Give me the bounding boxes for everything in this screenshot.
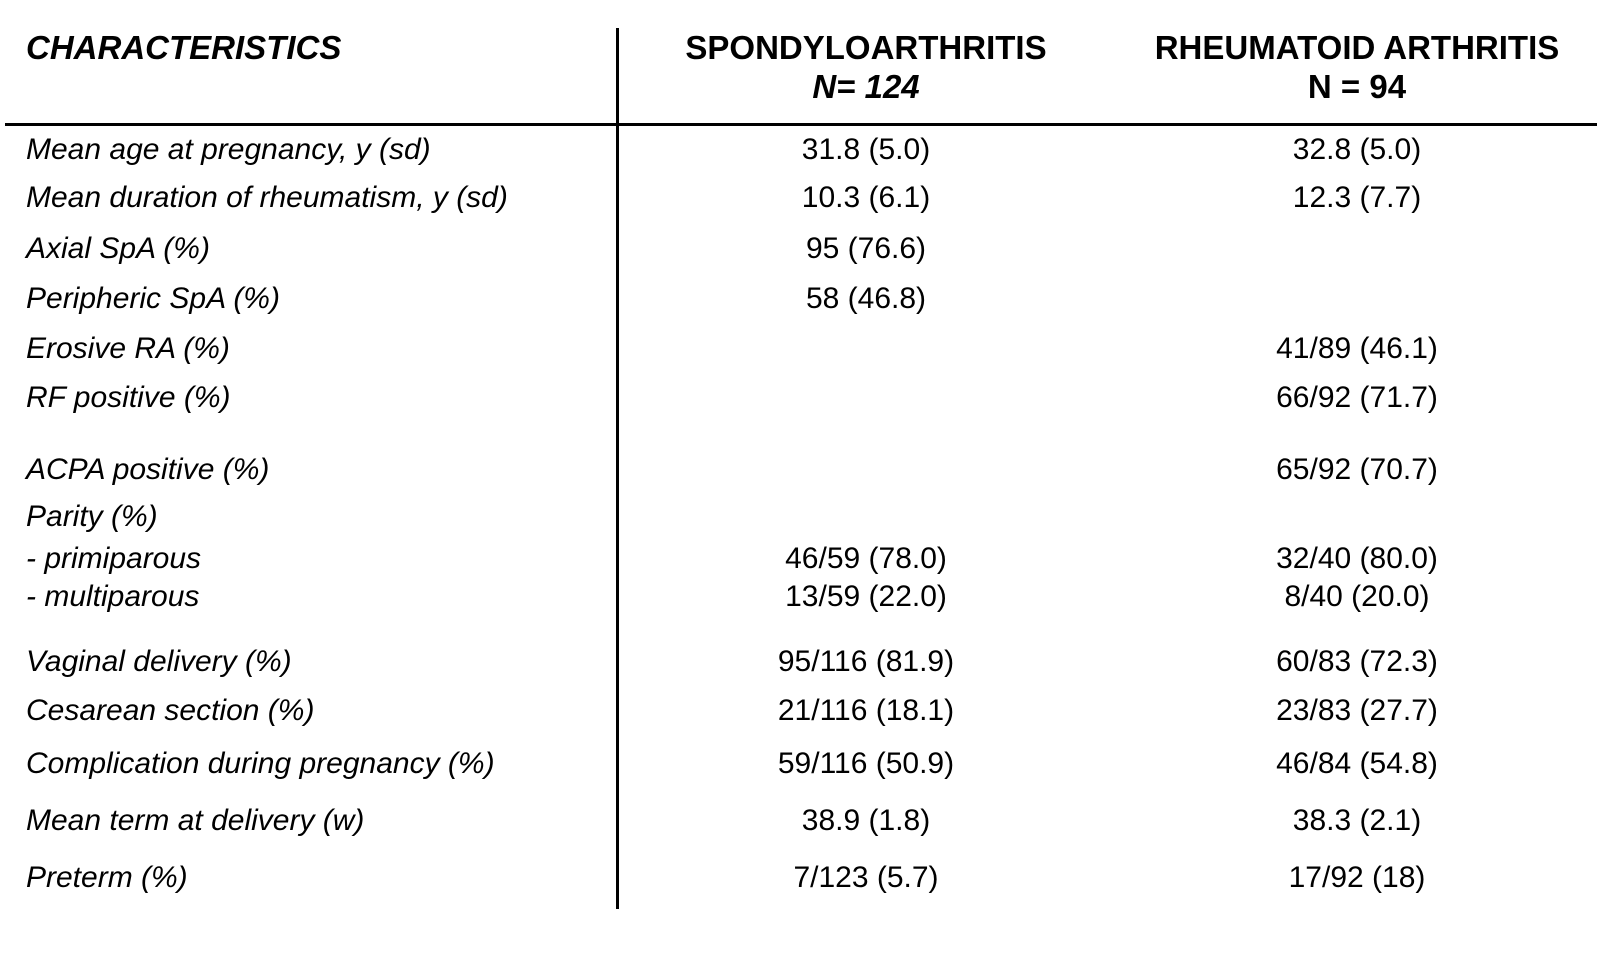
spa-value: 13/59 (22.0) [785, 580, 947, 613]
spa-value: 95/116 (81.9) [777, 645, 955, 678]
row-label: Mean duration of rheumatism, y (sd) [26, 181, 508, 214]
characteristics-header-label: CHARACTERISTICS [26, 29, 342, 66]
row-label: ACPA positive (%) [26, 453, 270, 486]
row-label: Mean age at pregnancy, y (sd) [26, 132, 431, 166]
spa-value: 95 (76.6) [805, 231, 927, 265]
spa-value: 7/123 (5.7) [793, 861, 939, 894]
row-label: Mean term at delivery (w) [26, 804, 365, 837]
ra-value: 23/83 (27.7) [1276, 694, 1438, 727]
ra-value: 17/92 (18) [1288, 861, 1426, 894]
row-label: Cesarean section (%) [26, 694, 315, 727]
ra-value: 41/89 (46.1) [1276, 332, 1438, 365]
row-label: Preterm (%) [26, 861, 188, 894]
table-row [0, 494, 1612, 540]
ra-value: 60/83 (72.3) [1276, 645, 1438, 678]
ra-column-header-cell [1114, 28, 1600, 106]
ra-value: 12.3 (7.7) [1292, 181, 1422, 214]
spa-value: 31.8 (5.0) [801, 132, 931, 166]
ra-value: 32/40 (80.0) [1276, 542, 1438, 575]
table-body [0, 126, 1612, 906]
table-row [0, 126, 1612, 173]
table-row [0, 736, 1612, 792]
ra-column-title: RHEUMATOID ARTHRITIS [1154, 29, 1560, 66]
table-row [0, 446, 1612, 494]
characteristics-header-cell [0, 28, 618, 67]
table-row [0, 324, 1612, 374]
ra-value: 38.3 (2.1) [1292, 804, 1422, 837]
row-label: - primiparous [26, 542, 202, 575]
spa-value: 21/116 (18.1) [777, 694, 955, 727]
row-label: - multiparous [26, 580, 200, 613]
table-row [0, 173, 1612, 223]
spa-value: 38.9 (1.8) [801, 804, 931, 837]
table-row [0, 540, 1612, 578]
table-row [0, 638, 1612, 686]
ra-value: 46/84 (54.8) [1276, 747, 1438, 780]
row-label: Complication during pregnancy (%) [26, 747, 495, 780]
table-row [0, 578, 1612, 616]
row-label: Parity (%) [26, 500, 158, 533]
table-row [0, 374, 1612, 422]
ra-value: 66/92 (71.7) [1276, 381, 1438, 414]
table-header-row [0, 28, 1612, 106]
spa-column-title: SPONDYLOARTHRITIS [685, 29, 1047, 66]
spa-column-n-count: N= 124 [812, 68, 920, 105]
row-label: Peripheric SpA (%) [26, 282, 280, 315]
ra-column-n-count: N = 94 [1307, 68, 1407, 105]
spa-value: 59/116 (50.9) [777, 747, 955, 780]
table-row [0, 686, 1612, 736]
row-label: Axial SpA (%) [26, 231, 210, 265]
row-label: RF positive (%) [26, 381, 231, 414]
ra-value: 32.8 (5.0) [1292, 132, 1422, 166]
table-row [0, 274, 1612, 324]
ra-value: 65/92 (70.7) [1276, 453, 1438, 486]
table-row [0, 792, 1612, 850]
spa-value: 46/59 (78.0) [785, 542, 947, 575]
spa-value: 58 (46.8) [805, 282, 927, 315]
table-row [0, 223, 1612, 274]
spa-column-header-cell [618, 28, 1114, 106]
ra-value: 8/40 (20.0) [1284, 580, 1430, 613]
row-label: Erosive RA (%) [26, 332, 230, 365]
spa-value: 10.3 (6.1) [801, 181, 931, 214]
row-label: Vaginal delivery (%) [26, 645, 292, 678]
table-row [0, 850, 1612, 906]
